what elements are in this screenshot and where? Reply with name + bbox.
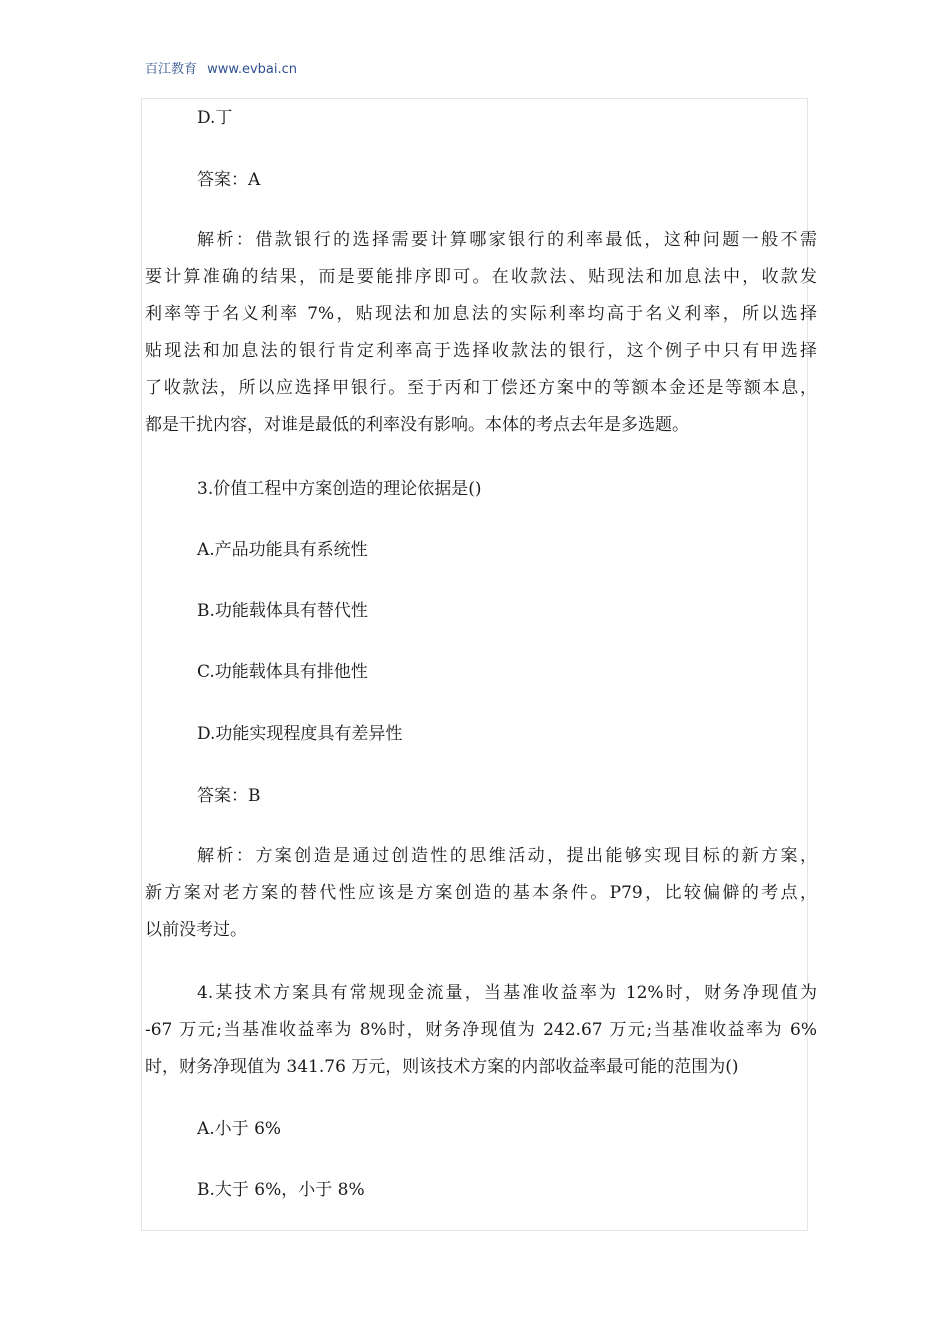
q3-option-a: A.产品功能具有系统性 [197,540,368,560]
q3-option-b: B.功能载体具有替代性 [197,601,368,621]
q2-analysis-line: 解析：借款银行的选择需要计算哪家银行的利率最低，这种问题一般不需 [197,230,817,250]
q3-analysis [145,838,817,949]
q2-analysis [145,222,817,444]
q4-option-a: A.小于 6% [197,1119,282,1139]
q2-analysis-line: 都是干扰内容，对谁是最低的利率没有影响。本体的考点去年是多选题。 [145,415,689,435]
q4-question [145,975,817,1086]
q3-option-d: D.功能实现程度具有差异性 [197,724,403,744]
page-header [145,58,303,77]
q4-question-line: 4.某技术方案具有常规现金流量，当基准收益率为 12%时，财务净现值为 [197,983,817,1003]
site-url[interactable]: www.evbai.cn [207,62,298,77]
q2-analysis-line: 贴现法和加息法的银行肯定利率高于选择收款法的银行，这个例子中只有甲选择 [145,341,817,361]
q3-question: 3.价值工程中方案创造的理论依据是() [197,479,482,499]
q4-question-line: 时，财务净现值为 341.76 万元，则该技术方案的内部收益率最可能的范围为() [145,1057,739,1077]
q3-option-c: C.功能载体具有排他性 [197,662,368,682]
q2-answer: 答案：A [197,170,261,190]
q4-option-b: B.大于 6%，小于 8% [197,1180,365,1200]
q2-analysis-line: 要计算准确的结果，而是要能排序即可。在收款法、贴现法和加息法中，收款发 [145,267,817,287]
q2-analysis-line: 了收款法，所以应选择甲银行。至于丙和丁偿还方案中的等额本金还是等额本息， [145,378,817,398]
q4-question-line: -67 万元;当基准收益率为 8%时，财务净现值为 242.67 万元;当基准收益率为 6% [145,1020,817,1040]
q3-analysis-line: 解析：方案创造是通过创造性的思维活动，提出能够实现目标的新方案， [197,846,817,866]
q2-analysis-line: 利率等于名义利率 7%，贴现法和加息法的实际利率均高于名义利率，所以选择 [145,304,817,324]
brand-name: 百江教育 [145,62,198,77]
q3-analysis-line: 以前没考过。 [145,920,247,940]
q3-answer: 答案：B [197,786,261,806]
q2-option-d: D.丁 [197,108,233,128]
q3-analysis-line: 新方案对老方案的替代性应该是方案创造的基本条件。P79，比较偏僻的考点， [145,883,817,903]
